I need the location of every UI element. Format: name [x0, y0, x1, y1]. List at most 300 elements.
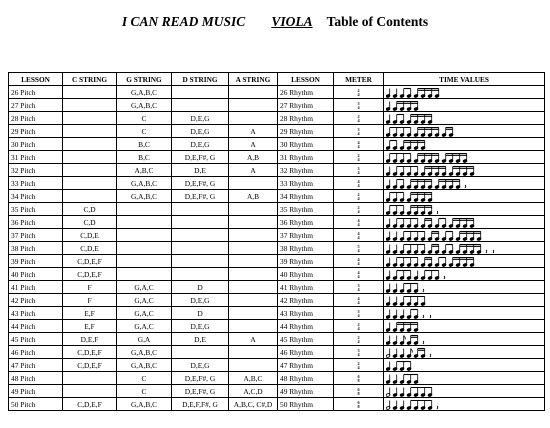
- pitch-lesson-cell: 33 Pitch: [9, 177, 63, 190]
- table-row: [9, 385, 545, 398]
- rhythm-lesson-cell: 26 Rhythm: [278, 86, 334, 99]
- meter-cell: [334, 86, 384, 99]
- c-string-cell: E,F: [63, 320, 117, 333]
- time-signature: [357, 154, 359, 162]
- meter-top: 6: [357, 399, 360, 405]
- meter-bottom: 4: [357, 117, 360, 123]
- meter-top: 5: [357, 243, 360, 249]
- pitch-lesson-cell: 39 Pitch: [9, 255, 63, 268]
- rhythm-notation: [386, 87, 532, 98]
- d-string-cell: D,E,G: [172, 320, 229, 333]
- time-signature: [357, 206, 359, 214]
- rhythm-lesson-cell: 40 Rhythm: [278, 268, 334, 281]
- d-string-cell: [172, 229, 229, 242]
- rhythm-notation: [386, 282, 532, 293]
- a-string-cell: A: [229, 125, 278, 138]
- pitch-lesson-cell: 40 Pitch: [9, 268, 63, 281]
- d-string-cell: D,E,G: [172, 125, 229, 138]
- d-string-cell: D,E,G: [172, 138, 229, 151]
- meter-bottom: 4: [357, 299, 360, 305]
- rhythm-notation: [386, 204, 532, 215]
- table-row: [9, 294, 545, 307]
- rest: [444, 276, 445, 279]
- a-string-cell: [229, 359, 278, 372]
- rest: [437, 211, 438, 214]
- c-string-cell: C,D,E,F: [63, 359, 117, 372]
- c-string-cell: C,D,E,F: [63, 398, 117, 411]
- rest: [465, 185, 466, 188]
- col-header-g-string: G STRING: [117, 73, 172, 86]
- meter-bottom: 4: [357, 273, 360, 279]
- pitch-lesson-cell: 50 Pitch: [9, 398, 63, 411]
- d-string-cell: D,E: [172, 164, 229, 177]
- col-header-c-string: C STRING: [63, 73, 117, 86]
- meter-top: 4: [357, 178, 360, 184]
- meter-cell: [334, 138, 384, 151]
- table-row: [9, 333, 545, 346]
- meter-top: 3: [357, 126, 360, 132]
- meter-top: 2: [357, 334, 360, 340]
- c-string-cell: [63, 372, 117, 385]
- rhythm-lesson-cell: 36 Rhythm: [278, 216, 334, 229]
- table-row: [9, 320, 545, 333]
- meter-bottom: 4: [357, 182, 360, 188]
- a-string-cell: A: [229, 333, 278, 346]
- rhythm-lesson-cell: 32 Rhythm: [278, 164, 334, 177]
- time-values-cell: [384, 255, 545, 268]
- rest: [423, 315, 424, 318]
- d-string-cell: D,E,G: [172, 294, 229, 307]
- meter-cell: [334, 203, 384, 216]
- rhythm-notation: [386, 191, 532, 202]
- time-signature: [357, 219, 359, 227]
- c-string-cell: C,D,E,F: [63, 268, 117, 281]
- table-row: [9, 242, 545, 255]
- rest: [486, 250, 487, 253]
- time-signature: [357, 245, 359, 253]
- meter-bottom: 4: [357, 169, 360, 175]
- rest: [423, 341, 424, 344]
- a-string-cell: [229, 268, 278, 281]
- d-string-cell: [172, 346, 229, 359]
- meter-cell: [334, 242, 384, 255]
- a-string-cell: A,B,C, C#,D: [229, 398, 278, 411]
- meter-top: 2: [357, 191, 360, 197]
- time-signature: [357, 271, 359, 279]
- rhythm-lesson-cell: 37 Rhythm: [278, 229, 334, 242]
- meter-cell: [334, 398, 384, 411]
- time-signature: [357, 128, 359, 136]
- g-string-cell: G,A,B,C: [117, 346, 172, 359]
- d-string-cell: D,E,F#, G: [172, 372, 229, 385]
- c-string-cell: [63, 99, 117, 112]
- time-values-cell: [384, 99, 545, 112]
- meter-bottom: 4: [357, 364, 360, 370]
- pitch-lesson-cell: 37 Pitch: [9, 229, 63, 242]
- time-signature: [357, 141, 359, 149]
- table-row: [9, 177, 545, 190]
- time-signature: [357, 167, 359, 175]
- rhythm-lesson-cell: 44 Rhythm: [278, 320, 334, 333]
- table-row: [9, 359, 545, 372]
- rhythm-notation: [386, 139, 532, 150]
- rhythm-notation: [386, 334, 532, 345]
- meter-bottom: 4: [357, 338, 360, 344]
- rhythm-lesson-cell: 45 Rhythm: [278, 333, 334, 346]
- meter-cell: [334, 333, 384, 346]
- meter-bottom: 4: [357, 325, 360, 331]
- col-header-meter: METER: [334, 73, 384, 86]
- rhythm-lesson-cell: 28 Rhythm: [278, 112, 334, 125]
- d-string-cell: D,E,F#, G: [172, 177, 229, 190]
- table-row: [9, 255, 545, 268]
- d-string-cell: [172, 86, 229, 99]
- rhythm-lesson-cell: 30 Rhythm: [278, 138, 334, 151]
- g-string-cell: C: [117, 125, 172, 138]
- rhythm-lesson-cell: 49 Rhythm: [278, 385, 334, 398]
- pitch-lesson-cell: 34 Pitch: [9, 190, 63, 203]
- time-values-cell: [384, 281, 545, 294]
- table-row: [9, 190, 545, 203]
- a-string-cell: [229, 242, 278, 255]
- meter-bottom: 4: [357, 260, 360, 266]
- time-signature: [357, 323, 359, 331]
- pitch-lesson-cell: 36 Pitch: [9, 216, 63, 229]
- c-string-cell: [63, 86, 117, 99]
- g-string-cell: G,A,B,C: [117, 190, 172, 203]
- time-values-cell: [384, 242, 545, 255]
- meter-cell: [334, 385, 384, 398]
- g-string-cell: G,A,B,C: [117, 177, 172, 190]
- meter-cell: [334, 281, 384, 294]
- d-string-cell: [172, 255, 229, 268]
- meter-bottom: 4: [357, 156, 360, 162]
- time-signature: [357, 102, 359, 110]
- meter-top: 4: [357, 139, 360, 145]
- time-signature: [357, 115, 359, 123]
- meter-bottom: 4: [357, 221, 360, 227]
- rhythm-notation: [386, 243, 532, 254]
- time-values-cell: [384, 190, 545, 203]
- time-values-cell: [384, 398, 545, 411]
- d-string-cell: [172, 216, 229, 229]
- time-signature: [357, 180, 359, 188]
- table-row: [9, 203, 545, 216]
- meter-top: 2: [357, 321, 360, 327]
- g-string-cell: G,A,C: [117, 281, 172, 294]
- rhythm-lesson-cell: 34 Rhythm: [278, 190, 334, 203]
- rest: [423, 289, 424, 292]
- time-signature: [357, 401, 359, 409]
- rhythm-notation: [386, 100, 532, 111]
- time-signature: [357, 310, 359, 318]
- meter-top: 4: [357, 217, 360, 223]
- meter-top: 3: [357, 165, 360, 171]
- time-signature: [357, 258, 359, 266]
- time-values-cell: [384, 86, 545, 99]
- meter-top: 3: [357, 347, 360, 353]
- pitch-lesson-cell: 47 Pitch: [9, 359, 63, 372]
- g-string-cell: B,C: [117, 151, 172, 164]
- rhythm-lesson-cell: 38 Rhythm: [278, 242, 334, 255]
- pitch-lesson-cell: 41 Pitch: [9, 281, 63, 294]
- g-string-cell: G,A: [117, 333, 172, 346]
- d-string-cell: D,E,F#, G: [172, 385, 229, 398]
- pitch-lesson-cell: 30 Pitch: [9, 138, 63, 151]
- a-string-cell: [229, 229, 278, 242]
- meter-top: 3: [357, 308, 360, 314]
- rhythm-lesson-cell: 33 Rhythm: [278, 177, 334, 190]
- table-row: [9, 99, 545, 112]
- time-values-cell: [384, 346, 545, 359]
- a-string-cell: A: [229, 164, 278, 177]
- pitch-lesson-cell: 45 Pitch: [9, 333, 63, 346]
- table-row: [9, 216, 545, 229]
- meter-cell: [334, 320, 384, 333]
- time-values-cell: [384, 177, 545, 190]
- a-string-cell: A,B,C: [229, 372, 278, 385]
- time-signature: [357, 284, 359, 292]
- pitch-lesson-cell: 44 Pitch: [9, 320, 63, 333]
- g-string-cell: G,A,C: [117, 307, 172, 320]
- rhythm-notation: [386, 165, 532, 176]
- rhythm-lesson-cell: 46 Rhythm: [278, 346, 334, 359]
- col-header-a-string: A STRING: [229, 73, 278, 86]
- g-string-cell: G,A,C: [117, 294, 172, 307]
- meter-top: 3: [357, 282, 360, 288]
- rhythm-notation: [386, 256, 532, 267]
- meter-bottom: 4: [357, 143, 360, 149]
- rhythm-lesson-cell: 48 Rhythm: [278, 372, 334, 385]
- table-row: [9, 164, 545, 177]
- rest: [437, 406, 438, 409]
- g-string-cell: C: [117, 372, 172, 385]
- time-values-cell: [384, 359, 545, 372]
- time-values-cell: [384, 229, 545, 242]
- rhythm-lesson-cell: 31 Rhythm: [278, 151, 334, 164]
- rhythm-lesson-cell: 27 Rhythm: [278, 99, 334, 112]
- time-signature: [357, 193, 359, 201]
- pitch-lesson-cell: 27 Pitch: [9, 99, 63, 112]
- c-string-cell: C,D: [63, 203, 117, 216]
- pitch-lesson-cell: 46 Pitch: [9, 346, 63, 359]
- table-row: [9, 281, 545, 294]
- d-string-cell: [172, 99, 229, 112]
- d-string-cell: D: [172, 281, 229, 294]
- meter-cell: [334, 294, 384, 307]
- meter-bottom: 4: [357, 104, 360, 110]
- time-values-cell: [384, 151, 545, 164]
- rest: [493, 250, 494, 253]
- rhythm-notation: [386, 399, 532, 410]
- g-string-cell: [117, 242, 172, 255]
- meter-top: 4: [357, 295, 360, 301]
- g-string-cell: G,A,B,C: [117, 99, 172, 112]
- c-string-cell: C,D,E: [63, 242, 117, 255]
- meter-cell: [334, 268, 384, 281]
- g-string-cell: G,A,C: [117, 320, 172, 333]
- g-string-cell: [117, 203, 172, 216]
- a-string-cell: [229, 294, 278, 307]
- pitch-lesson-cell: 28 Pitch: [9, 112, 63, 125]
- rest: [430, 315, 431, 318]
- rhythm-notation: [386, 295, 532, 306]
- c-string-cell: [63, 151, 117, 164]
- table-row: [9, 112, 545, 125]
- meter-cell: [334, 372, 384, 385]
- meter-top: 6: [357, 373, 360, 379]
- c-string-cell: [63, 177, 117, 190]
- pitch-lesson-cell: 42 Pitch: [9, 294, 63, 307]
- a-string-cell: [229, 177, 278, 190]
- time-values-cell: [384, 112, 545, 125]
- time-signature: [357, 375, 359, 383]
- table-body: [9, 86, 545, 411]
- time-values-cell: [384, 307, 545, 320]
- c-string-cell: [63, 125, 117, 138]
- d-string-cell: D,E,F#, G: [172, 151, 229, 164]
- g-string-cell: G,A,B,C: [117, 86, 172, 99]
- time-signature: [357, 89, 359, 97]
- a-string-cell: A,C,D: [229, 385, 278, 398]
- c-string-cell: [63, 190, 117, 203]
- pitch-lesson-cell: 38 Pitch: [9, 242, 63, 255]
- meter-bottom: 8: [357, 390, 360, 396]
- pitch-lesson-cell: 35 Pitch: [9, 203, 63, 216]
- meter-cell: [334, 151, 384, 164]
- time-values-cell: [384, 294, 545, 307]
- meter-cell: [334, 255, 384, 268]
- meter-bottom: 4: [357, 91, 360, 97]
- pitch-lesson-cell: 31 Pitch: [9, 151, 63, 164]
- meter-cell: [334, 125, 384, 138]
- rhythm-lesson-cell: 43 Rhythm: [278, 307, 334, 320]
- rhythm-notation: [386, 152, 532, 163]
- meter-cell: [334, 112, 384, 125]
- meter-cell: [334, 164, 384, 177]
- meter-top: 4: [357, 256, 360, 262]
- time-signature: [357, 362, 359, 370]
- pitch-lesson-cell: 43 Pitch: [9, 307, 63, 320]
- col-header-time-values: TIME VALUES: [384, 73, 545, 86]
- meter-top: 2: [357, 113, 360, 119]
- rhythm-notation: [386, 269, 532, 280]
- c-string-cell: C,D,E: [63, 229, 117, 242]
- table-row: [9, 151, 545, 164]
- d-string-cell: D,E,G: [172, 112, 229, 125]
- meter-cell: [334, 359, 384, 372]
- rhythm-notation: [386, 178, 532, 189]
- time-signature: [357, 336, 359, 344]
- a-string-cell: [229, 99, 278, 112]
- rhythm-notation: [386, 230, 532, 241]
- c-string-cell: [63, 112, 117, 125]
- c-string-cell: E,F: [63, 307, 117, 320]
- table-row: [9, 307, 545, 320]
- time-values-cell: [384, 164, 545, 177]
- g-string-cell: [117, 229, 172, 242]
- meter-top: 2: [357, 87, 360, 93]
- d-string-cell: [172, 242, 229, 255]
- c-string-cell: [63, 138, 117, 151]
- meter-cell: [334, 346, 384, 359]
- g-string-cell: [117, 255, 172, 268]
- meter-cell: [334, 190, 384, 203]
- a-string-cell: [229, 320, 278, 333]
- d-string-cell: D,E,F#, G: [172, 190, 229, 203]
- c-string-cell: F: [63, 281, 117, 294]
- meter-top: 4: [357, 269, 360, 275]
- rest: [430, 354, 431, 357]
- d-string-cell: D,E,G: [172, 359, 229, 372]
- col-header-d-string: D STRING: [172, 73, 229, 86]
- time-values-cell: [384, 333, 545, 346]
- a-string-cell: [229, 86, 278, 99]
- d-string-cell: D,E,F,F#, G: [172, 398, 229, 411]
- table-row: [9, 229, 545, 242]
- meter-bottom: 4: [357, 234, 360, 240]
- meter-top: 2: [357, 152, 360, 158]
- meter-bottom: 4: [357, 286, 360, 292]
- table-row: [9, 268, 545, 281]
- time-values-cell: [384, 385, 545, 398]
- col-header-lesson-rhythm: LESSON: [278, 73, 334, 86]
- meter-top: 6: [357, 386, 360, 392]
- table-row: [9, 346, 545, 359]
- meter-bottom: 8: [357, 403, 360, 409]
- c-string-cell: F: [63, 294, 117, 307]
- c-string-cell: D,E,F: [63, 333, 117, 346]
- c-string-cell: C,D: [63, 216, 117, 229]
- g-string-cell: A,B,C: [117, 164, 172, 177]
- time-values-cell: [384, 138, 545, 151]
- meter-bottom: 4: [357, 195, 360, 201]
- g-string-cell: G,A,B,C: [117, 398, 172, 411]
- pitch-lesson-cell: 49 Pitch: [9, 385, 63, 398]
- a-string-cell: A: [229, 138, 278, 151]
- col-header-lesson: LESSON: [9, 73, 63, 86]
- table-row: [9, 86, 545, 99]
- d-string-cell: D: [172, 307, 229, 320]
- meter-bottom: 4: [357, 312, 360, 318]
- d-string-cell: [172, 268, 229, 281]
- a-string-cell: A,B: [229, 190, 278, 203]
- page-title: [0, 14, 550, 30]
- meter-cell: [334, 99, 384, 112]
- rhythm-notation: [386, 386, 532, 397]
- a-string-cell: [229, 307, 278, 320]
- c-string-cell: [63, 385, 117, 398]
- rhythm-notation: [386, 373, 532, 384]
- title-suffix: Table of Contents: [326, 14, 429, 29]
- a-string-cell: [229, 255, 278, 268]
- rhythm-notation: [386, 321, 532, 332]
- rhythm-notation: [386, 126, 532, 137]
- rhythm-notation: [386, 113, 532, 124]
- rhythm-lesson-cell: 50 Rhythm: [278, 398, 334, 411]
- rhythm-notation: [386, 360, 532, 371]
- rhythm-lesson-cell: 29 Rhythm: [278, 125, 334, 138]
- rhythm-notation: [386, 347, 532, 358]
- time-values-cell: [384, 320, 545, 333]
- meter-top: 2: [357, 360, 360, 366]
- meter-bottom: 4: [357, 351, 360, 357]
- a-string-cell: [229, 281, 278, 294]
- g-string-cell: C: [117, 112, 172, 125]
- time-values-cell: [384, 125, 545, 138]
- pitch-lesson-cell: 29 Pitch: [9, 125, 63, 138]
- g-string-cell: C: [117, 385, 172, 398]
